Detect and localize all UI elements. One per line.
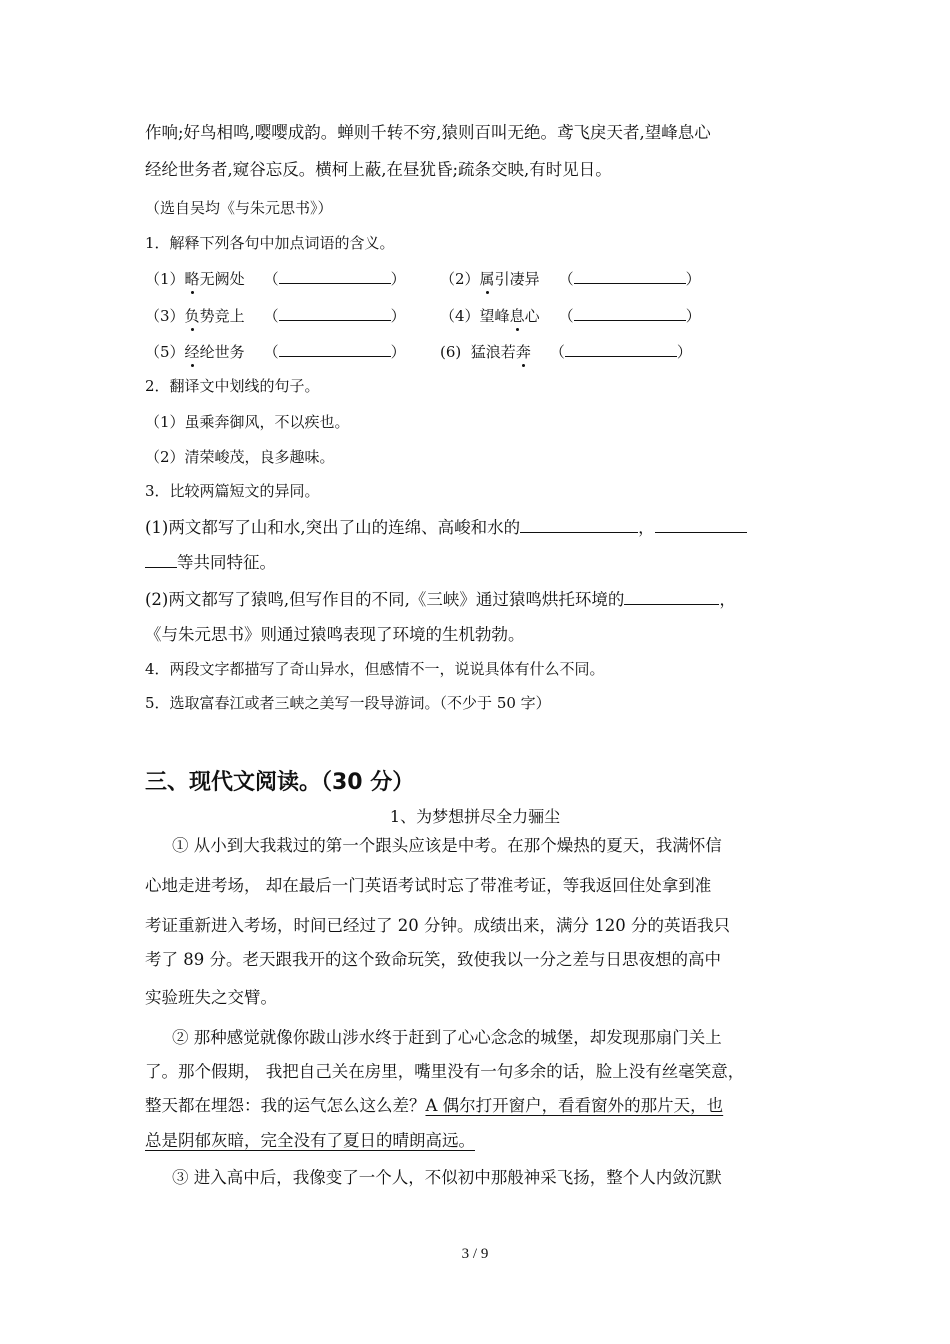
article-title: 1、为梦想拼尽全力骊尘 — [389, 807, 561, 826]
answer-blank[interactable] — [145, 553, 177, 568]
page-number: 3 / 9 — [461, 1246, 489, 1262]
dotted-char: 负 — [184, 307, 200, 325]
article-line: ① 从小到大我栽过的第一个跟头应该是中考。在那个燥热的夏天，我满怀信 — [172, 836, 722, 855]
q3-part-2: (2)两文都写了猿鸣,但写作目的不同,《三峡》通过猿鸣烘托环境的 ， — [145, 590, 736, 609]
dotted-char: 息 — [509, 307, 525, 325]
underlined-sentence: A 偶尔打开窗户，看看窗外的那片天，也 — [425, 1096, 724, 1115]
dotted-char: 经 — [184, 343, 200, 361]
article-line: 考证重新进入考场，时间已经过了 20 分钟。成绩出来，满分 120 分的英语我只 — [145, 916, 730, 935]
article-line: ② 那种感觉就像你跋山涉水终于赶到了心心念念的城堡，却发现那扇门关上 — [172, 1028, 722, 1047]
question-1-stem: 1．解释下列各句中加点词语的含义。 — [145, 234, 395, 252]
question-2-stem: 2．翻译文中划线的句子。 — [145, 377, 320, 395]
q3-part-1-cont: 等共同特征。 — [145, 553, 276, 572]
q2-sentence-2: （2）清荣峻茂，良多趣味。 — [145, 448, 335, 466]
section-heading: 三、现代文阅读。（30 分） — [145, 770, 415, 795]
passage-source: （选自吴均《与朱元思书》） — [145, 199, 333, 217]
answer-blank[interactable] — [279, 342, 391, 357]
passage-line: 作响;好鸟相鸣,嘤嘤成韵。蝉则千转不穷,猿则百叫无绝。鸢飞戾天者,望峰息心 — [145, 123, 711, 142]
q1-item-3: （3）负势竞上 （ ） — [145, 307, 406, 325]
answer-blank[interactable] — [655, 518, 747, 533]
q1-item-4: （4）望峰息心 （ ） — [440, 307, 701, 325]
article-line — [145, 1133, 475, 1150]
answer-blank[interactable] — [624, 590, 719, 605]
q3-part-1: (1)两文都写了山和水,突出了山的连绵、高峻和水的 ， — [145, 518, 747, 537]
q1-item-1: （1）略无阙处 （ ） — [145, 270, 406, 288]
dotted-char: 略 — [184, 270, 200, 288]
question-5: 5．选取富春江或者三峡之美写一段导游词。（不少于 50 字） — [145, 694, 551, 712]
question-3-stem: 3．比较两篇短文的异同。 — [145, 482, 320, 500]
underlined-sentence: 总是阴郁灰暗，完全没有了夏日的晴朗高远。 — [145, 1131, 475, 1150]
q3-part-2-cont: 《与朱元思书》则通过猿鸣表现了环境的生机勃勃。 — [145, 625, 525, 644]
q1-item-5: （5）经纶世务 （ ） — [145, 343, 406, 361]
q1-item-2: （2）属引凄异 （ ） — [440, 270, 701, 288]
passage-line: 经纶世务者,窥谷忘反。横柯上蔽,在昼犹昏;疏条交映,有时见日。 — [145, 160, 612, 179]
article-line: 考了 89 分。老天跟我开的这个致命玩笑，致使我以一分之差与日思夜想的高中 — [145, 950, 721, 969]
answer-blank[interactable] — [574, 269, 686, 284]
article-line: 了。那个假期， 我把自己关在房里，嘴里没有一句多余的话，脸上没有丝毫笑意， — [145, 1062, 745, 1081]
question-4: 4．两段文字都描写了奇山异水，但感情不一，说说具体有什么不同。 — [145, 660, 605, 678]
article-line: ③ 进入高中后，我像变了一个人，不似初中那般神采飞扬，整个人内敛沉默 — [172, 1168, 722, 1187]
dotted-char: 属 — [479, 270, 495, 288]
article-line: 心地走进考场， 却在最后一门英语考试时忘了带准考证，等我返回住处拿到准 — [145, 876, 712, 895]
q1-item-6: (6) 猛浪若奔 （ ） — [440, 343, 692, 361]
q2-sentence-1: （1）虽乘奔御风，不以疾也。 — [145, 413, 350, 431]
dotted-char: 奔 — [515, 343, 531, 361]
answer-blank[interactable] — [520, 518, 638, 533]
article-line: 实验班失之交臂。 — [145, 988, 277, 1007]
article-line: 整天都在埋怨：我的运气怎么这么差？A 偶尔打开窗户，看看窗外的那片天，也 — [145, 1096, 724, 1115]
answer-blank[interactable] — [279, 306, 391, 321]
answer-blank[interactable] — [574, 306, 686, 321]
answer-blank[interactable] — [279, 269, 391, 284]
answer-blank[interactable] — [565, 342, 677, 357]
